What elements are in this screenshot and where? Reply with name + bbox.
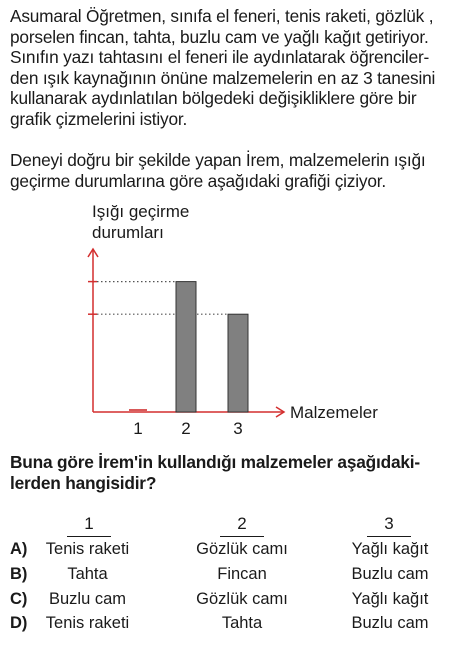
option-a[interactable] [0,540,469,562]
option-letter: C) [10,590,28,608]
question-text [10,452,462,494]
option-cell: Buzlu cam [351,565,429,583]
bar-3 [228,314,248,412]
option-letter: B) [10,565,28,583]
intro-line: Asumaral Öğretmen, sınıfa el feneri, tenis raketi, gözlük , [10,6,434,26]
column-header-1 [59,514,119,534]
column-header-label: 1 [84,514,94,533]
x-tick-label: 2 [181,419,191,438]
option-cell: Yağlı kağıt [351,540,429,558]
chart-marks [88,282,248,438]
intro-line: Sınıfın yazı tahtasını el feneri ile aydınlatarak öğrenciler- [10,47,430,67]
y-axis-label-line: durumları [92,223,164,242]
y-axis-label-line: Işığı geçirme [92,202,190,221]
light-transmission-chart [0,195,469,445]
intro-line: porselen fincan, tahta, buzlu cam ve yağlı kağıt getiriyor. [10,26,429,47]
intro-paragraph [10,6,462,129]
option-b[interactable] [0,565,469,587]
option-cell: Buzlu cam [48,590,127,608]
option-letter: A) [10,540,28,558]
experiment-paragraph [10,150,462,191]
column-header-2 [212,514,272,534]
option-cell: Tahta [67,565,108,583]
option-cell: Tahta [221,614,263,632]
experiment-line: geçirme durumlarına göre aşağıdaki grafiği çiziyor. [10,170,386,191]
option-cell: Buzlu cam [351,614,429,632]
option-cell: Gözlük camı [196,540,288,558]
column-underline [220,536,264,537]
question-line: lerden hangisidir? [10,473,157,493]
column-header-3 [359,514,419,534]
intro-line: den ışık kaynağının önüne malzemelerin en az 3 tanesini [10,67,436,88]
column-header-label: 2 [237,514,247,533]
option-cell: Fincan [217,565,267,583]
intro-line: kullanarak aydınlatılan bölgedeki değişikliklere göre bir [10,88,417,108]
x-tick-label: 3 [233,419,243,438]
option-d[interactable] [0,614,469,636]
x-axis-label: Malzemeler [290,403,378,422]
bar-2 [176,282,196,412]
question-line: Buna göre İrem'in kullandığı malzemeler aşağıdaki- [10,452,420,472]
option-c[interactable] [0,590,469,612]
option-letter: D) [10,614,28,632]
option-cell: Yağlı kağıt [351,590,429,608]
column-underline [367,536,411,537]
x-tick-label: 1 [133,419,143,438]
option-cell: Tenis raketi [45,540,130,558]
column-underline [67,536,111,537]
option-cell: Tenis raketi [45,614,130,632]
intro-line: grafik çizmelerini istiyor. [10,108,188,129]
option-cell: Gözlük camı [196,590,288,608]
experiment-line: Deneyi doğru bir şekilde yapan İrem, malzemelerin ışığı [10,150,426,170]
column-header-label: 3 [384,514,394,533]
